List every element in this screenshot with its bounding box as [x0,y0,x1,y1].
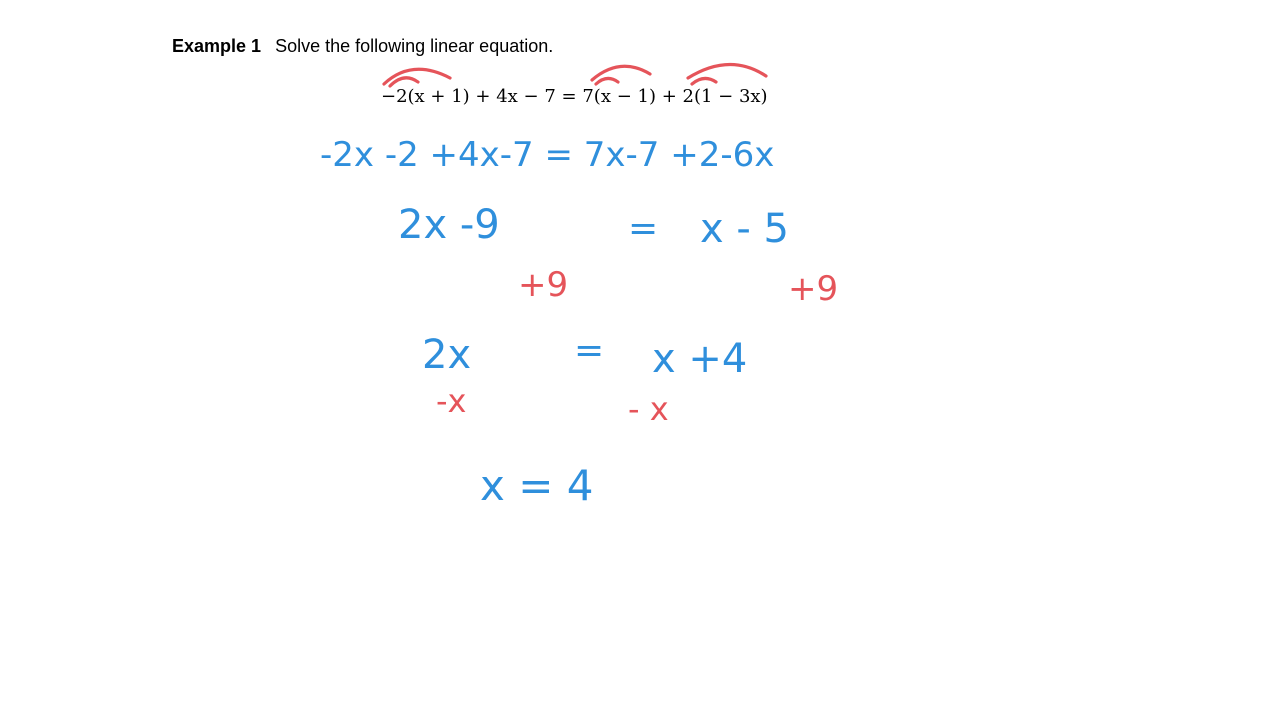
instruction-text: Solve the following linear equation. [275,36,554,56]
step-4-right: x +4 [652,336,748,382]
step-3-left: +9 [518,265,569,305]
step-2-left: 2x -9 [398,202,500,248]
step-3-right: +9 [788,269,839,309]
distribution-arcs [384,64,766,86]
arc-3-outer [688,64,766,78]
step-5-right: - x [628,390,669,428]
step-2-right: x - 5 [700,206,789,252]
step-5-left: -x [436,382,467,420]
linear-equation: −2(x + 1) + 4x − 7 = 7(x − 1) + 2(1 − 3x) [381,86,768,107]
arc-3-inner [692,78,716,84]
arc-2-inner [596,78,618,84]
arc-1-inner [390,78,418,86]
step-4-left: 2x [422,332,472,378]
arc-2-outer [592,66,650,80]
step-4-equals: = [574,330,605,371]
example-label: Example 1 [172,36,262,56]
step-2-equals: = [628,208,659,249]
step-6-solution: x = 4 [480,461,594,510]
step-1: -2x -2 +4x-7 = 7x-7 +2-6x [320,135,775,175]
